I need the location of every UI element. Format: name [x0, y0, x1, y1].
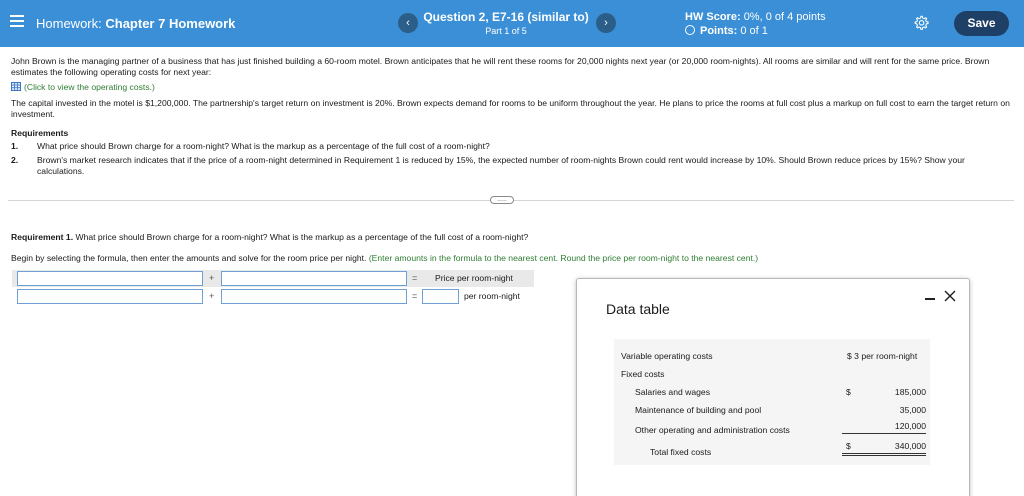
view-costs-link[interactable] — [11, 82, 155, 92]
top-bar — [0, 0, 1024, 47]
points — [685, 25, 768, 37]
requirements-heading: Requirements — [11, 128, 69, 138]
requirement-item — [11, 155, 1011, 177]
table-row-value: 120,000 — [894, 421, 926, 431]
requirement-item — [11, 141, 1011, 152]
amount-input-2[interactable] — [221, 289, 407, 304]
table-row-label: Maintenance of building and pool — [635, 405, 762, 415]
total-fixed-costs-label: Total fixed costs — [650, 447, 712, 457]
gear-icon[interactable] — [913, 15, 929, 31]
instruction — [11, 253, 758, 263]
save-button[interactable]: Save — [954, 11, 1009, 36]
requirement-1-label: Requirement 1. — [11, 232, 74, 242]
total-dollar: $ — [846, 441, 851, 451]
table-row-dollar: $ — [846, 387, 851, 397]
problem-capital: The capital invested in the motel is $1,200,000. The partnership's target return on investment is 20%. Brown expects demand for rooms to be uniform throughout the year. He plans to price the rooms at full cost plus a markup on full cost to earn the target return on investment. — [11, 98, 1010, 119]
instruction-text: Begin by selecting the formula, then enter the amounts and solve for the room price per night. — [11, 253, 367, 263]
close-icon[interactable] — [942, 288, 958, 304]
data-table-dialog — [576, 278, 970, 496]
requirement-number: 1. — [11, 141, 19, 151]
equals-sign: = — [412, 273, 418, 283]
table-row-value: 35,000 — [899, 405, 926, 415]
table-icon — [11, 82, 21, 91]
table-row-value: 185,000 — [894, 387, 926, 397]
points-value: 0 of 1 — [740, 25, 768, 37]
formula-row-1 — [12, 270, 534, 287]
minimize-icon[interactable] — [925, 298, 935, 300]
equals-sign: = — [412, 291, 418, 301]
homework-name: Chapter 7 Homework — [105, 16, 236, 31]
requirement-1-prompt — [11, 232, 528, 242]
homework-title — [36, 16, 235, 31]
requirement-number: 2. — [11, 155, 19, 165]
price-result-input[interactable] — [422, 289, 459, 304]
next-question-button[interactable]: › — [596, 13, 616, 33]
formula-row-2 — [12, 288, 534, 305]
instruction-hint: (Enter amounts in the formula to the nearest cent. Round the price per room-night to the nearest cent.) — [368, 253, 759, 263]
amount-input-1[interactable] — [17, 289, 203, 304]
per-room-night-label: per room-night — [464, 291, 520, 301]
requirement-text: Brown's market research indicates that if the price of a room-night determined in Requirement 1 is reduced by 15%, the expected number of room-nights Brown could rent would increase by 10%. Should Brown reduce prices by 15%? Show your calculations. — [37, 155, 965, 176]
variable-costs-label: Variable operating costs — [621, 351, 713, 361]
table-row-label: Salaries and wages — [635, 387, 711, 397]
problem-intro: John Brown is the managing partner of a business that has just finished building a 60-room motel. Brown anticipates that he will rent these rooms for 20,000 nights next year (or 20,000 room-nights). All rooms are similar and will rent for the same price. Brown estimates the following operating costs for next year: — [11, 56, 990, 77]
formula-select-1[interactable] — [17, 271, 203, 286]
data-table-title: Data table — [606, 301, 670, 317]
subtotal-underline — [842, 433, 926, 434]
points-circle-icon — [685, 25, 695, 35]
variable-costs-value: $ 3 per room-night — [847, 351, 918, 361]
requirement-text: What price should Brown charge for a room-night? What is the markup as a percentage of the full cost of a room-night? — [37, 141, 490, 151]
plus-sign: + — [209, 273, 215, 283]
plus-sign: + — [209, 291, 215, 301]
formula-select-2[interactable] — [221, 271, 407, 286]
table-row-label: Other operating and administration costs — [635, 425, 790, 435]
points-label: Points: — [700, 25, 738, 37]
question-part: Part 1 of 5 — [485, 26, 527, 36]
homework-prefix: Homework: — [36, 16, 102, 31]
hw-score-value: 0%, 0 of 4 points — [743, 11, 826, 23]
total-fixed-costs-value: 340,000 — [894, 441, 926, 451]
requirement-1-text: What price should Brown charge for a room-night? What is the markup as a percentage of the full cost of a room-night? — [75, 232, 529, 242]
hamburger-icon[interactable] — [10, 15, 24, 27]
previous-question-button[interactable]: ‹ — [398, 13, 418, 33]
view-costs-link-text[interactable]: (Click to view the operating costs.) — [24, 82, 155, 92]
hw-score — [685, 11, 826, 23]
question-title: Question 2, E7-16 (similar to) — [423, 10, 589, 24]
fixed-costs-label: Fixed costs — [621, 369, 665, 379]
expand-more-button[interactable]: ..... — [490, 196, 514, 204]
hw-score-label: HW Score: — [685, 11, 741, 23]
operating-costs-table — [614, 339, 930, 465]
total-double-underline — [842, 455, 926, 456]
total-double-underline — [842, 453, 926, 454]
price-per-room-night-label: Price per room-night — [435, 273, 513, 283]
